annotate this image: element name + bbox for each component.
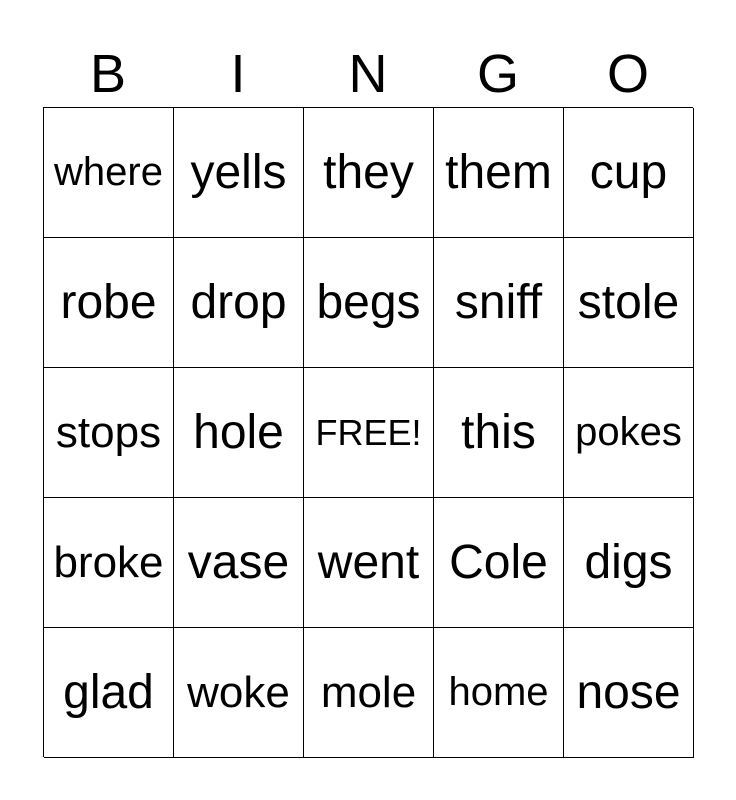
bingo-cell[interactable]: they — [304, 108, 434, 238]
bingo-cell[interactable]: pokes — [564, 368, 694, 498]
bingo-cell[interactable]: yells — [174, 108, 304, 238]
header-letter-n: N — [348, 44, 388, 104]
free-space-cell[interactable]: FREE! — [304, 368, 434, 498]
header-letter-g: G — [476, 44, 519, 104]
bingo-cell[interactable]: drop — [174, 238, 304, 368]
bingo-cell[interactable]: stops — [44, 368, 174, 498]
bingo-cell[interactable]: this — [434, 368, 564, 498]
bingo-cell[interactable]: vase — [174, 498, 304, 628]
bingo-cell[interactable]: home — [434, 628, 564, 758]
bingo-header — [43, 40, 693, 108]
bingo-cell[interactable]: sniff — [434, 238, 564, 368]
header-letter-b: B — [89, 44, 127, 104]
bingo-cell[interactable]: where — [44, 108, 174, 238]
bingo-cell[interactable]: cup — [564, 108, 694, 238]
bingo-cell[interactable]: nose — [564, 628, 694, 758]
bingo-cell[interactable]: hole — [174, 368, 304, 498]
bingo-grid — [43, 107, 693, 757]
bingo-cell[interactable]: digs — [564, 498, 694, 628]
bingo-cell[interactable]: begs — [304, 238, 434, 368]
bingo-cell[interactable]: mole — [304, 628, 434, 758]
bingo-cell[interactable]: them — [434, 108, 564, 238]
bingo-cell[interactable]: broke — [44, 498, 174, 628]
bingo-cell[interactable]: stole — [564, 238, 694, 368]
bingo-cell[interactable]: robe — [44, 238, 174, 368]
header-letter-o: O — [606, 44, 649, 104]
bingo-cell[interactable]: woke — [174, 628, 304, 758]
header-letter-i: I — [230, 44, 246, 104]
bingo-cell[interactable]: Cole — [434, 498, 564, 628]
bingo-cell[interactable]: went — [304, 498, 434, 628]
bingo-cell[interactable]: glad — [44, 628, 174, 758]
